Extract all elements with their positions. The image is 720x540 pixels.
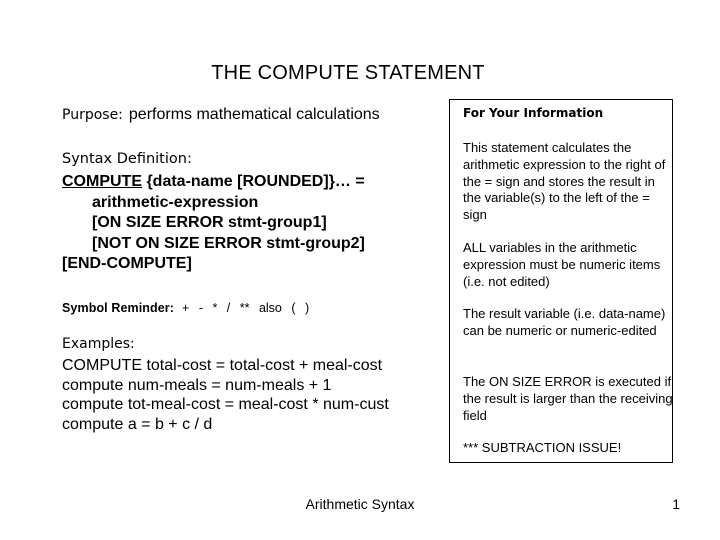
syntax-label-text: Syntax Definition:	[62, 151, 192, 167]
page-title: THE COMPUTE STATEMENT	[211, 62, 485, 84]
purpose-text: performs mathematical calculations	[128, 106, 380, 123]
examples-label: Examples:	[62, 336, 135, 352]
symbol-reminder-value: + - * / ** also ( )	[182, 301, 310, 315]
syntax-line-1-rest: {data-name [ROUNDED]}… =	[142, 173, 365, 190]
examples-list	[62, 356, 389, 434]
info-box-title: For Your Information	[463, 106, 604, 120]
example-line: compute a = b + c / d	[62, 415, 213, 433]
syntax-line-5: [END-COMPUTE]	[62, 255, 192, 272]
purpose-label: Purpose:	[62, 107, 123, 123]
example-line: compute tot-meal-cost = meal-cost * num-cust	[62, 396, 389, 413]
info-paragraph: ALL variables in the arithmetic expression must be numeric items (i.e. not edited)	[463, 240, 661, 289]
info-paragraph: The result variable (i.e. data-name) can be numeric or numeric-edited	[463, 306, 666, 338]
purpose-line	[62, 104, 380, 126]
syntax-line-1	[62, 172, 365, 193]
info-paragraph: *** SUBTRACTION ISSUE!	[463, 440, 622, 455]
example-line: compute num-meals = num-meals + 1	[62, 376, 332, 394]
syntax-line-4: [NOT ON SIZE ERROR stmt-group2]	[92, 234, 365, 252]
syntax-keyword: COMPUTE	[62, 173, 142, 190]
example-line: COMPUTE total-cost = total-cost + meal-cost	[62, 357, 383, 374]
info-paragraph: This statement calculates the arithmetic expression to the right of the = sign and stores the result in the variable(s) to the left of the = sign	[463, 140, 666, 223]
syntax-line-2: arithmetic-expression	[92, 193, 259, 211]
syntax-label	[62, 146, 192, 172]
footer-title: Arithmetic Syntax	[305, 496, 415, 512]
page-number: 1	[672, 496, 680, 512]
symbol-reminder-label: Symbol Reminder:	[62, 301, 175, 315]
info-paragraph: The ON SIZE ERROR is executed if the result is larger than the receiving field	[463, 374, 673, 423]
syntax-definition	[62, 172, 365, 275]
symbol-reminder	[62, 300, 309, 316]
syntax-line-3: [ON SIZE ERROR stmt-group1]	[92, 214, 327, 231]
